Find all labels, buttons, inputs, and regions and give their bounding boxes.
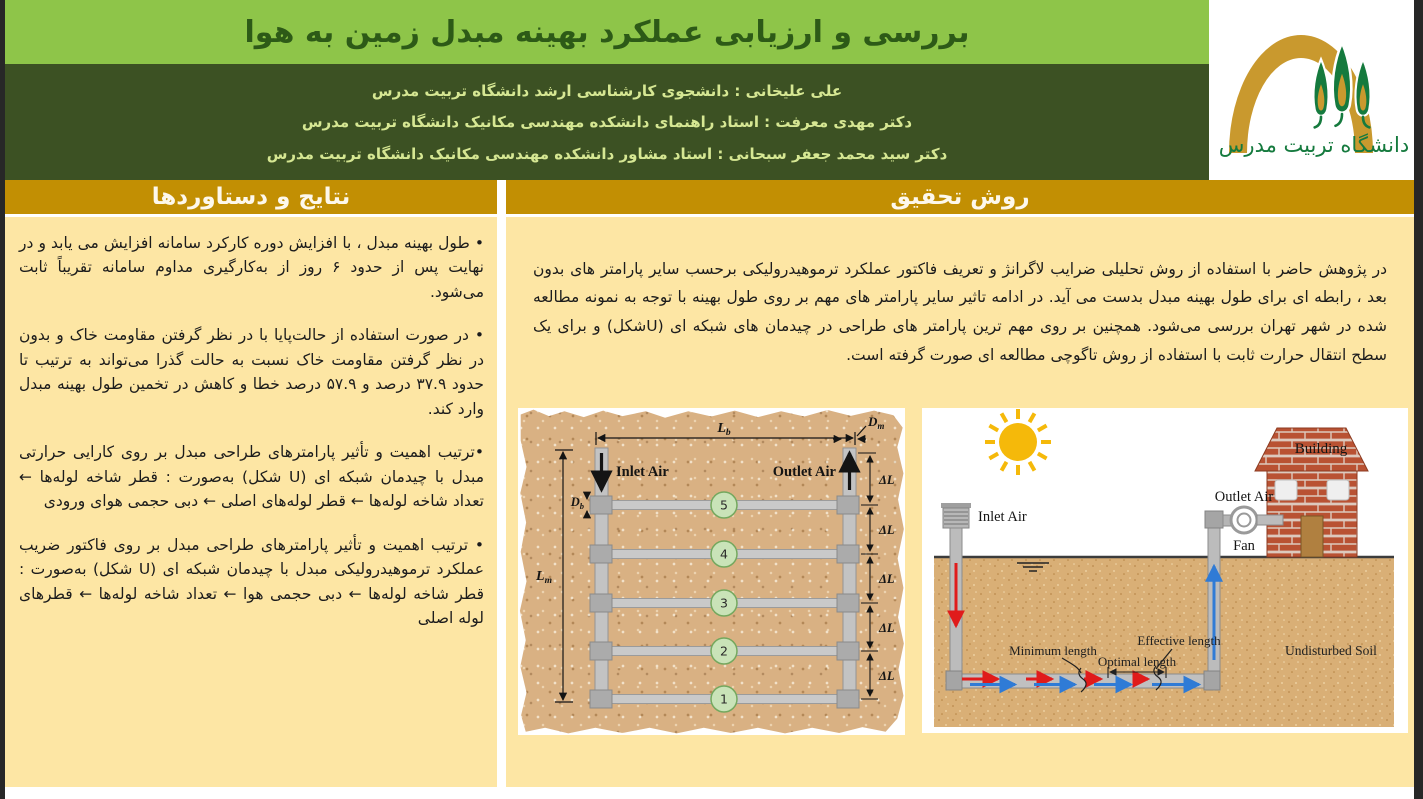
right-dark-edge (1414, 0, 1423, 799)
university-logo (1209, 0, 1414, 180)
depth-dimension (555, 450, 573, 702)
method-paragraph: در پژوهش حاضر با استفاده از روش تحلیلی ضرایب لاگرانژ و تعریف فاکتور عملکرد ترموهیدرولیکی برحسب سایر پارامتر های بدون بعد ، رابطه ای برای طول بهینه مبدل بدست می آید. در ادامه تاثیر سایر پارامتر های مهم بر روی طول بهینه با توجه به نمونه مطالعه شده در شهر تهران بررسی می‌شود. همچنین بر روی مهم ترین پارامتر های طراحی در چیدمان های شبکه ای (Uشکل) و برای یک سطح انتقال حرارت ثابت با استفاده از روش تاگوچی مطالعه ای صورت گرفته است. (533, 259, 1388, 364)
window-right (1327, 480, 1349, 500)
svg-text:ΔL: ΔL (879, 621, 895, 635)
svg-text:1: 1 (720, 691, 728, 707)
svg-text:ΔL: ΔL (879, 523, 895, 537)
method-heading-text: روش تحقیق (890, 184, 1030, 210)
network-outlet-label: Outlet Air (772, 464, 836, 480)
depth-dimension-label: $L_m$ (536, 569, 552, 586)
results-panel (5, 217, 497, 787)
schematic-inlet-label: Inlet Air (978, 509, 1027, 525)
svg-text:5: 5 (720, 497, 728, 513)
result-bullet-2: • در صورت استفاده از حالت‌پایا با در نظر گرفتن مقاومت خاک و بدون در نظر گرفتن مقاومت خاک نسبت به حالت گذرا می‌تواند به ترتیب تا حدود ۳۷.۹ درصد و ۵۷.۹ درصد خطا و کاهش در تخمین طول بهینه مبدل وارد کند. (19, 326, 484, 418)
fan-label: Fan (1233, 538, 1255, 554)
door (1301, 516, 1323, 557)
branch-diameter-label: $D_b$ (570, 495, 584, 511)
poster-title: بررسی و ارزیابی عملکرد بهینه مبدل زمین به هوا (244, 14, 970, 50)
results-header (5, 180, 497, 214)
system-schematic-diagram (922, 408, 1408, 733)
main-diameter-marks (833, 426, 866, 439)
branch-number-badges (711, 492, 737, 712)
logo-text: دانشگاه تربیت مدرس (1218, 133, 1410, 157)
svg-text:2: 2 (720, 643, 728, 659)
title-bar (5, 0, 1209, 64)
pipe-network-diagram (518, 408, 905, 735)
svg-text:4: 4 (720, 546, 728, 562)
result-bullet-3: •ترتیب اهمیت و تأثیر پارامترهای طراحی مبدل بر روی کارایی حرارتی مبدل با چیدمان شبکه ای (U شکل) به‌صورت : قطر شاخه لوله‌ها ← تعداد شاخه لوله‌ها ← قطر لوله‌های اصلی ← دبی حجمی هوای ورودی (19, 443, 484, 511)
building-label: Building (1294, 441, 1348, 457)
spacing-dimensions (858, 453, 878, 699)
method-header (506, 180, 1414, 214)
optimal-length-label: Optimal length (1097, 654, 1177, 669)
author-line-3: دکتر سید محمد جعفر سبحانی : استاد مشاور دانشکده مهندسی مکانیک دانشگاه تربیت مدرس (266, 144, 948, 163)
width-dimension-label: $L_b$ (717, 421, 731, 438)
svg-text:ΔL: ΔL (879, 572, 895, 586)
figure-pipe-network (518, 408, 905, 735)
svg-text:ΔL: ΔL (879, 473, 895, 487)
right-elbow (1204, 671, 1220, 690)
minimum-length-label: Minimum length (1009, 643, 1097, 658)
network-inlet-label: Inlet Air (616, 464, 669, 480)
results-heading-text: نتایج و دستاوردها (151, 184, 351, 210)
result-bullet-4: • ترتیب اهمیت و تأثیر پارامترهای طراحی مبدل بر روی فاکتور ضریب عملکرد ترموهیدرولیکی مبدل با چیدمان شبکه ای (U شکل) به‌صورت : قطر شاخه لوله‌ها ← دبی حجمی هوا ← تعداد شاخه لوله‌ها ← قطرهای لوله اصلی (19, 535, 484, 628)
figure-system-schematic (922, 408, 1408, 733)
left-elbow (946, 671, 962, 690)
effective-length-label: Effective length (1137, 633, 1221, 648)
author-line-1: علی علیخانی : دانشجوی کارشناسی ارشد دانشگاه تربیت مدرس (371, 81, 843, 100)
result-bullet-1: • طول بهینه مبدل ، با افزایش دوره کارکرد سامانه افزایش می یابد و در نهایت پس از حدود ۶ روز از به‌کارگیری مداوم سامانه تقریباً ثابت می‌شود. (19, 234, 484, 301)
main-diameter-label: $D_m$ (868, 414, 885, 431)
authors-band (5, 64, 1209, 180)
spacing-labels (878, 473, 895, 683)
window-left (1275, 480, 1297, 500)
university-logo-icon (1209, 0, 1414, 180)
author-line-2: دکتر مهدی معرفت : استاد راهنمای دانشکده مهندسی مکانیک دانشگاه تربیت مدرس (301, 113, 913, 131)
schematic-outlet-label: Outlet Air (1214, 489, 1274, 505)
method-panel (506, 217, 1414, 787)
undisturbed-soil-label: Undisturbed Soil (1285, 643, 1377, 658)
svg-text:3: 3 (720, 595, 728, 611)
svg-text:ΔL: ΔL (879, 669, 895, 683)
